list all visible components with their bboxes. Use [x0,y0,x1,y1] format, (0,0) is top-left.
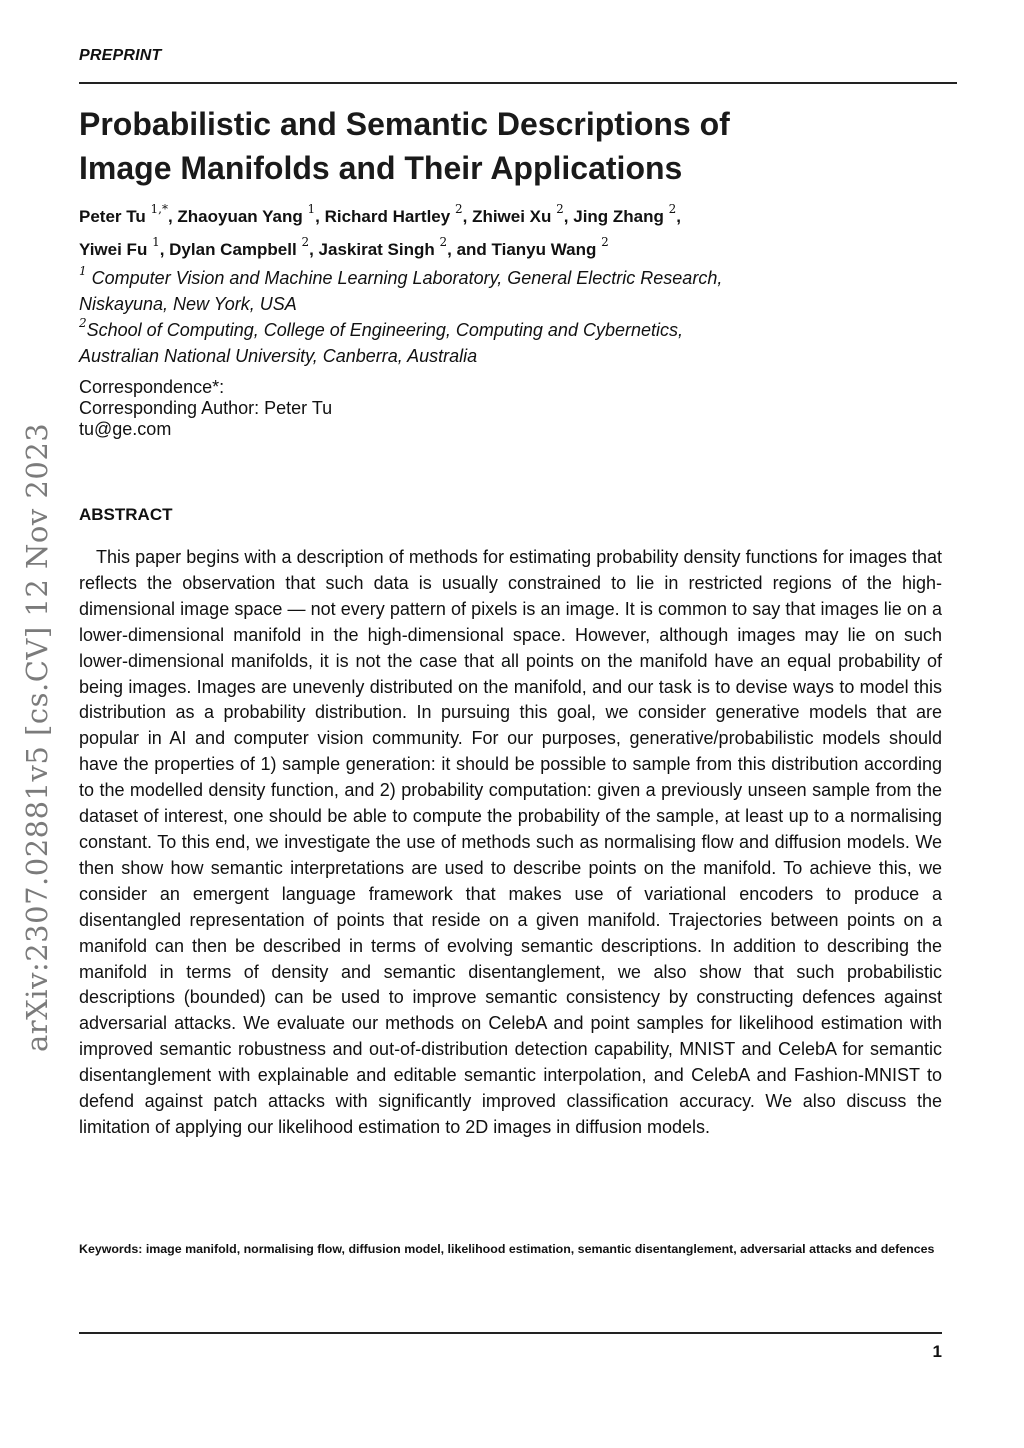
keywords-label: Keywords: [79,1242,143,1256]
affil-line: School of Computing, College of Engineering, Computing and Cybernetics, [86,320,683,340]
keywords-text: image manifold, normalising flow, diffusion model, likelihood estimation, semantic disentanglement, adversarial attacks and defences [145,1242,935,1256]
author-name: Jing Zhang [573,207,664,226]
author-affil-marker: 2 [601,235,609,250]
page-number: 1 [932,1342,942,1361]
footer-rule [79,1332,942,1334]
author-name: Zhiwei Xu [472,207,552,226]
affil-line: Niskayuna, New York, USA [79,294,297,314]
author-affil-marker: 2 [301,235,310,250]
running-header: PREPRINT [79,47,162,64]
author-name: Tianyu Wang [491,240,597,259]
correspondence-label: Correspondence*: [79,377,225,397]
affil-line: Australian National University, Canberra, Australia [79,346,478,366]
author-affil-marker: 2 [556,202,564,217]
author-name: Jaskirat Singh [318,240,435,259]
correspondence-email[interactable]: tu@ge.com [79,419,172,439]
author-name: Dylan Campbell [169,240,297,259]
author-conjunction: and [456,240,487,259]
author-affil-marker: 2 [439,235,448,250]
author-name: Zhaoyuan Yang [177,207,303,226]
affil-marker: 1 [79,264,87,278]
abstract-heading: ABSTRACT [79,505,173,524]
title-line-1: Probabilistic and Semantic Descriptions of [79,106,730,142]
header-rule [79,82,957,84]
author-affil-marker: 2 [454,202,463,217]
title-line-2: Image Manifolds and Their Applications [79,150,683,186]
author-name: Richard Hartley [324,207,451,226]
correspondence-block [79,377,332,440]
affiliations [79,265,939,369]
author-affil-marker: 1,* [150,202,168,217]
author-affil-marker: 1 [152,235,160,250]
author-affil-marker: 2 [668,202,677,217]
author-list: Peter Tu $^{1,*}$, Zhaoyuan Yang $^1$, Richard Hartley $^2$, Zhiwei Xu $^2$, Jing Zhang $^2$, Yiwei Fu $^1$, Dylan Campbell $^2$, Jaskirat Singh $^2$, and Tianyu Wang $^2$ [79,202,682,259]
arxiv-identifier-stamp: arXiv:2307.02881v5 [cs.CV] 12 Nov 2023 [20,422,54,1052]
abstract-text: This paper begins with a description of methods for estimating probability density functions for images that reflects the observation that such data is usually constrained to lie in restricted regions of the high-dimensional image space — not every pattern of pixels is an image. It is common to say that images lie on a lower-dimensional manifold in the high-dimensional space. However, although images may lie on such lower-dimensional manifolds, it is not the case that all points on the manifold have an equal probability of being images. Images are unevenly distributed on the manifold, and our task is to devise ways to model this distribution as a probability distribution. In pursuing this goal, we consider generative models that are popular in AI and computer vision community. For our purposes, generative/probabilistic models should have the properties of 1) sample generation: it should be possible to sample from this distribution according to the modelled density function, and 2) probability computation: given a previously unseen sample from the dataset of interest, one should be able to compute the probability of the sample, at least up to a normalising constant. To this end, we investigate the use of methods such as normalising flow and diffusion models. We then show how semantic interpretations are used to describe points on the manifold. To achieve this, we consider an emergent language framework that makes use of variational encoders to produce a disentangled representation of points that reside on a given manifold. Trajectories between points on a manifold can then be described in terms of evolving semantic descriptions. In addition to describing the manifold in terms of density and semantic disentanglement, we also show that such probabilistic descriptions (bounded) can be used to improve semantic consistency by constructing defences against adversarial attacks. We evaluate our methods on CelebA and point samples for likelihood estimation with improved semantic robustness and out-of-distribution detection capability, MNIST and CelebA for semantic disentanglement with explainable and editable semantic interpolation, and CelebA and Fashion-MNIST to defend against patch attacks with significantly improved classification accuracy. We also discuss the limitation of applying our likelihood estimation to 2D images in diffusion models. [79,547,942,1137]
author-name: Peter Tu [79,207,146,226]
affil-line: Computer Vision and Machine Learning Laboratory, General Electric Research, [91,268,723,288]
paper-title [79,102,939,190]
author-affil-marker: 1 [307,202,316,217]
keywords [79,1236,949,1262]
author-name: Yiwei Fu [79,240,148,259]
corresponding-author: Corresponding Author: Peter Tu [79,398,333,418]
affil-marker: 2 [79,316,87,330]
